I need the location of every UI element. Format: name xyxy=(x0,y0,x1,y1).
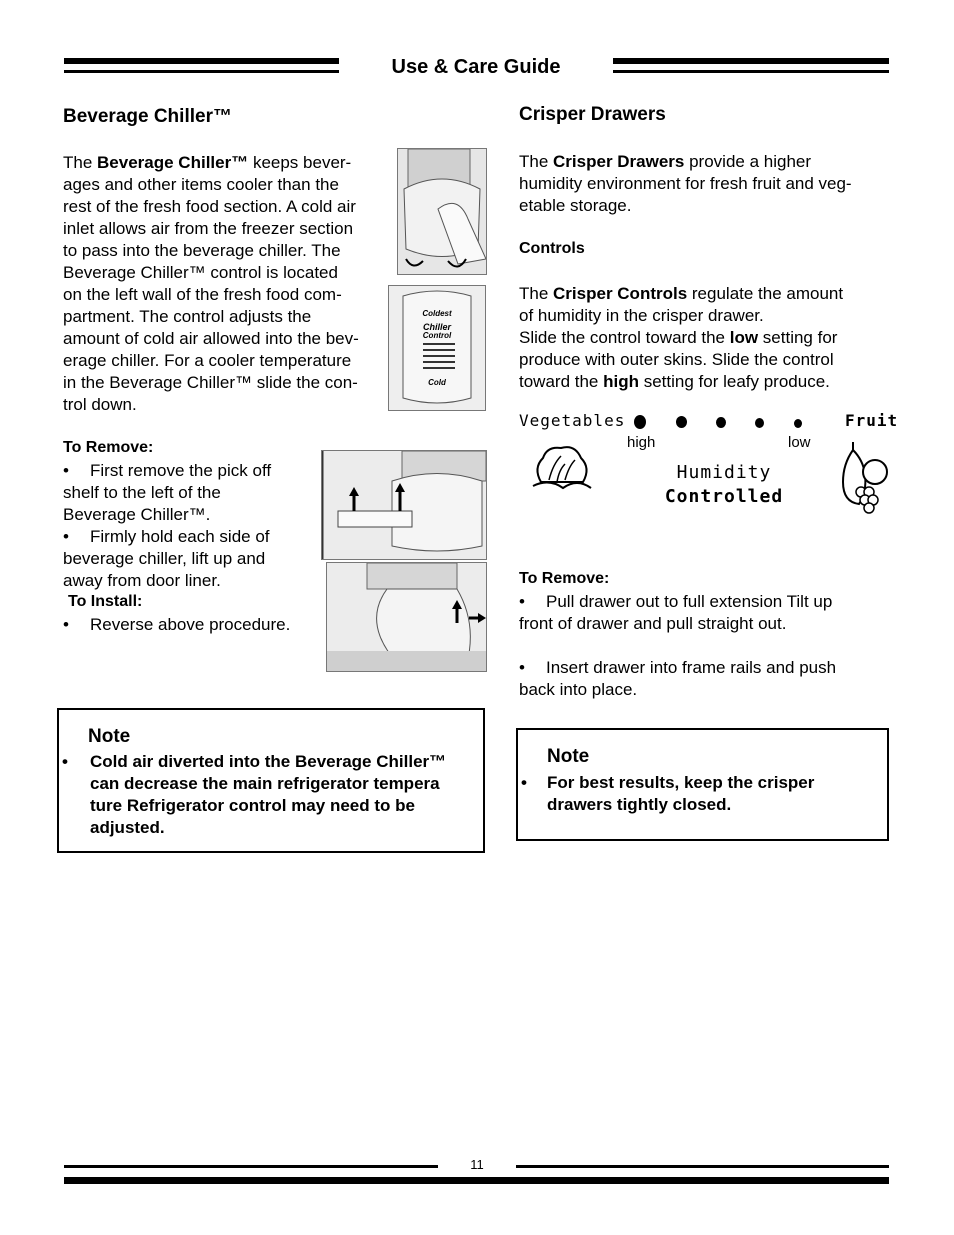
bullet-item xyxy=(63,460,271,482)
text-segment: inlet allows air from the freezer section xyxy=(63,219,354,238)
bullet-text: Beverage Chiller™. xyxy=(63,505,211,524)
text-line xyxy=(519,349,834,371)
text-segment: partment. The control adjusts the xyxy=(63,307,312,326)
note-line: drawers tightly closed. xyxy=(547,795,732,814)
text-segment: to pass into the beverage chiller. The xyxy=(63,241,341,260)
bullet-mark: • xyxy=(63,615,69,634)
text-line xyxy=(63,350,351,372)
text-segment: provide a higher xyxy=(684,152,812,171)
text-line xyxy=(63,306,311,328)
text-line xyxy=(63,262,338,284)
text-segment: in the Beverage Chiller™ slide the con- xyxy=(63,373,358,392)
left-note-title: Note xyxy=(88,726,131,747)
text-segment: The xyxy=(63,153,98,172)
high-label: high xyxy=(627,434,656,451)
vegetables-label: Vegetables xyxy=(519,411,626,430)
right-note-bullet: • xyxy=(521,773,527,792)
text-line xyxy=(519,173,852,195)
fruit-label: Fruit xyxy=(845,411,899,430)
bullet-text: away from door liner. xyxy=(63,571,221,590)
note-line: ture Refrigerator control may need to be xyxy=(90,796,415,815)
bullet-continuation xyxy=(63,548,265,570)
text-segment: amount of cold air allowed into the bev- xyxy=(63,329,359,348)
bold-term: high xyxy=(603,372,639,391)
chiller-lift-illustration xyxy=(326,562,487,672)
bullet-item xyxy=(519,591,832,613)
bullet-text: front of drawer and pull straight out. xyxy=(519,614,787,633)
low-label: low xyxy=(788,434,811,451)
crisper-note xyxy=(516,728,889,841)
text-line xyxy=(63,284,342,306)
bullet-text: Reverse above procedure. xyxy=(90,615,291,634)
text-line xyxy=(63,328,359,350)
header-rule-right xyxy=(613,58,889,64)
text-segment: humidity environment for fresh fruit and veg- xyxy=(519,174,852,193)
bullet-continuation xyxy=(63,570,221,592)
control-label-chiller: Chiller xyxy=(422,322,451,332)
text-segment: keeps bever- xyxy=(248,153,352,172)
note-line: adjusted. xyxy=(90,818,165,837)
controlled-label: Controlled xyxy=(664,486,784,507)
left-install-heading: To Install: xyxy=(68,593,143,610)
setting-dot-2 xyxy=(676,416,687,428)
text-segment: etable storage. xyxy=(519,196,632,215)
right-note-title: Note xyxy=(547,746,590,767)
footer-rule-left xyxy=(64,1165,438,1168)
text-line xyxy=(63,152,351,174)
text-line xyxy=(519,371,830,393)
bold-term: Crisper Drawers xyxy=(553,152,685,171)
setting-dot-1 xyxy=(634,415,646,429)
bullet-item xyxy=(63,526,270,548)
text-line xyxy=(63,240,341,262)
bullet-continuation xyxy=(63,504,210,526)
chiller-hand-illustration xyxy=(397,148,487,275)
note-line: can decrease the main refrigerator tempera xyxy=(90,774,440,793)
beverage-chiller-note xyxy=(57,708,485,853)
text-line xyxy=(63,218,353,240)
text-segment: setting for xyxy=(758,328,838,347)
text-line xyxy=(63,372,358,394)
bullet-mark: • xyxy=(519,592,525,611)
bullet-text: Pull drawer out to full extension Tilt up xyxy=(546,592,833,611)
setting-dot-3 xyxy=(716,417,726,428)
text-line xyxy=(519,151,811,173)
setting-dot-5 xyxy=(794,419,802,428)
text-segment: ages and other items cooler than the xyxy=(63,175,339,194)
bullet-text: Firmly hold each side of xyxy=(90,527,270,546)
text-segment: rest of the fresh food section. A cold air xyxy=(63,197,356,216)
bullet-text: back into place. xyxy=(519,680,638,699)
text-line xyxy=(519,195,631,217)
text-segment: of humidity in the crisper drawer. xyxy=(519,306,764,325)
bullet-continuation xyxy=(519,613,786,635)
humidity-slider-diagram xyxy=(519,408,899,520)
text-segment: trol down. xyxy=(63,395,137,414)
bold-term: Beverage Chiller™ xyxy=(97,153,249,172)
text-segment: regulate the amount xyxy=(687,284,844,303)
right-remove-heading: To Remove: xyxy=(519,570,610,587)
bullet-item xyxy=(63,614,290,636)
bullet-item xyxy=(519,657,836,679)
text-line xyxy=(519,327,837,349)
bullet-text: Insert drawer into frame rails and push xyxy=(546,658,837,677)
humidity-label: Humidity xyxy=(676,462,772,483)
text-segment: Beverage Chiller™ control is located xyxy=(63,263,338,282)
lettuce-icon xyxy=(529,438,595,494)
text-segment: The xyxy=(519,152,554,171)
bullet-mark: • xyxy=(63,461,69,480)
text-segment: erage chiller. For a cooler temperature xyxy=(63,351,352,370)
bullet-mark: • xyxy=(63,527,69,546)
bullet-continuation xyxy=(519,679,637,701)
bullet-continuation xyxy=(63,482,221,504)
bold-term: low xyxy=(729,328,759,347)
beverage-chiller-heading: Beverage Chiller™ xyxy=(63,106,232,127)
left-remove-heading: To Remove: xyxy=(63,439,154,456)
header-rule-left xyxy=(64,58,339,64)
text-line xyxy=(519,283,843,305)
chiller-control-panel-illustration xyxy=(388,285,486,411)
control-label-control: Control xyxy=(422,331,452,340)
text-line xyxy=(63,394,137,416)
shelf-removal-illustration xyxy=(321,450,487,560)
footer-rule-bottom xyxy=(64,1177,889,1184)
bullet-text: First remove the pick off xyxy=(90,461,272,480)
header-rule-left-thin xyxy=(64,70,339,73)
text-segment: Slide the control toward the xyxy=(519,328,730,347)
text-segment: toward the xyxy=(519,372,604,391)
fruit-icon xyxy=(837,436,889,516)
text-segment: setting for leafy produce. xyxy=(639,372,830,391)
header-rule-right-thin xyxy=(613,70,889,73)
bullet-mark: • xyxy=(519,658,525,677)
text-segment: on the left wall of the fresh food com- xyxy=(63,285,342,304)
bullet-text: beverage chiller, lift up and xyxy=(63,549,266,568)
left-note-bullet: • xyxy=(62,752,68,771)
controls-heading: Controls xyxy=(519,240,585,257)
text-segment: produce with outer skins. Slide the control xyxy=(519,350,834,369)
crisper-drawers-heading: Crisper Drawers xyxy=(519,104,666,125)
page-number: 11 xyxy=(470,1157,484,1172)
control-label-coldest: Coldest xyxy=(422,309,452,318)
note-line: Cold air diverted into the Beverage Chiller™ xyxy=(90,752,447,771)
page-header-title: Use & Care Guide xyxy=(391,56,561,78)
bullet-text: shelf to the left of the xyxy=(63,483,221,502)
text-line xyxy=(63,174,339,196)
note-line: For best results, keep the crisper xyxy=(547,773,815,792)
text-segment: The xyxy=(519,284,554,303)
control-label-cold: Cold xyxy=(428,378,446,387)
setting-dot-4 xyxy=(755,418,764,428)
bold-term: Crisper Controls xyxy=(553,284,688,303)
text-line xyxy=(63,196,356,218)
footer-rule-right xyxy=(516,1165,889,1168)
text-line xyxy=(519,305,764,327)
